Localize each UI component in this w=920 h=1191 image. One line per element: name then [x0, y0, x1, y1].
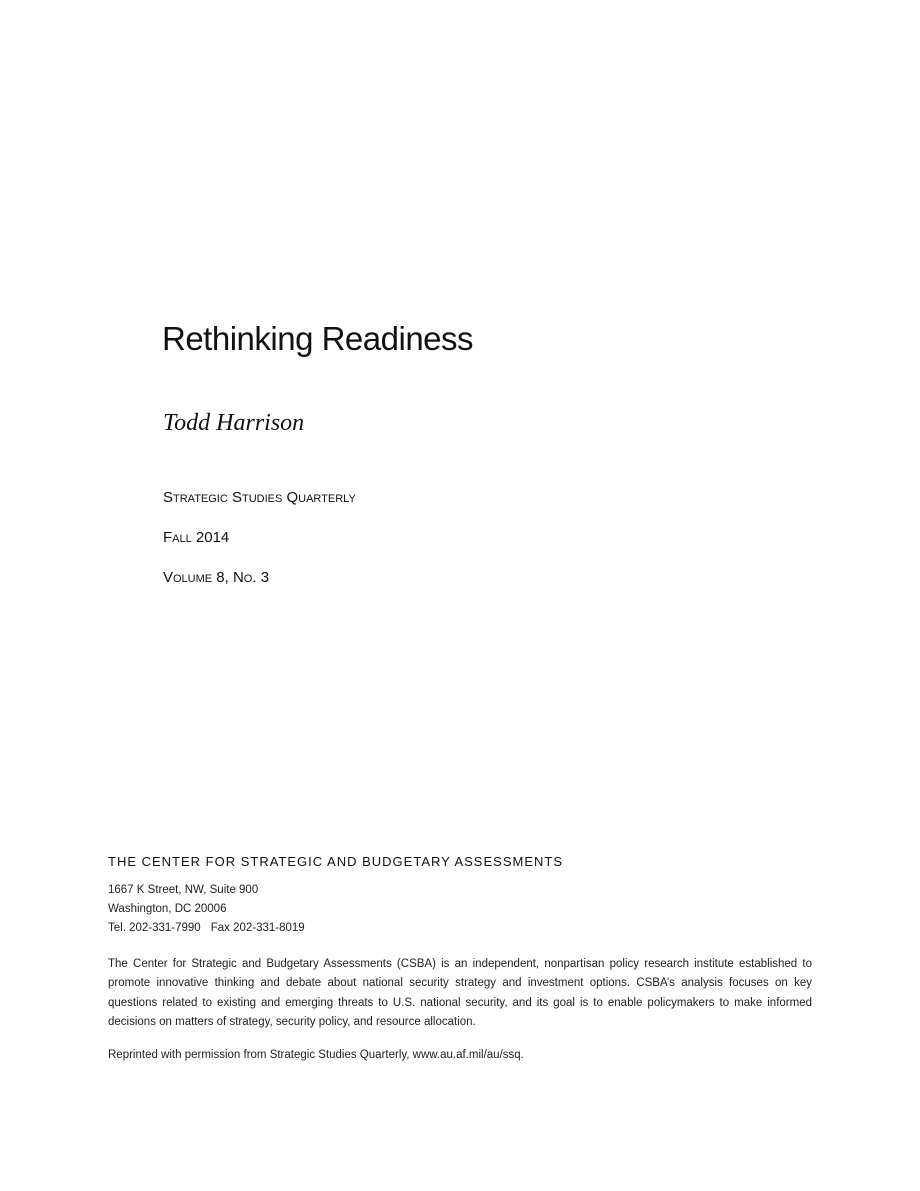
author-name: Todd Harrison: [163, 410, 305, 436]
organization-address: [108, 881, 305, 938]
organization-name: THE CENTER FOR STRATEGIC AND BUDGETARY ASSESSMENTS: [108, 854, 563, 869]
contact-line: [108, 919, 305, 938]
organization-description: The Center for Strategic and Budgetary Assessments (CSBA) is an independent, nonpartisan policy research institute established to promote innovative thinking and debate about national security strategy and investment options. CSBA’s analysis focuses on key questions related to existing and emerging threats to U.S. national security, and its goal is to enable policymakers to make informed decisions on matters of strategy, security policy, and resource allocation.: [108, 958, 812, 1028]
fax-number: Fax 202-331-8019: [210, 922, 305, 934]
issue-volume: Volume 8, No. 3: [163, 569, 270, 586]
journal-name: Strategic Studies Quarterly: [163, 489, 356, 506]
reprint-note: Reprinted with permission from Strategic Studies Quarterly, www.au.af.mil/au/ssq.: [108, 1049, 524, 1061]
address-city: Washington, DC 20006: [108, 903, 227, 915]
issue-season: Fall 2014: [163, 529, 230, 546]
telephone-number: Tel. 202-331-7990: [108, 922, 201, 934]
address-street: 1667 K Street, NW, Suite 900: [108, 884, 259, 896]
document-title: Rethinking Readiness: [162, 320, 474, 357]
